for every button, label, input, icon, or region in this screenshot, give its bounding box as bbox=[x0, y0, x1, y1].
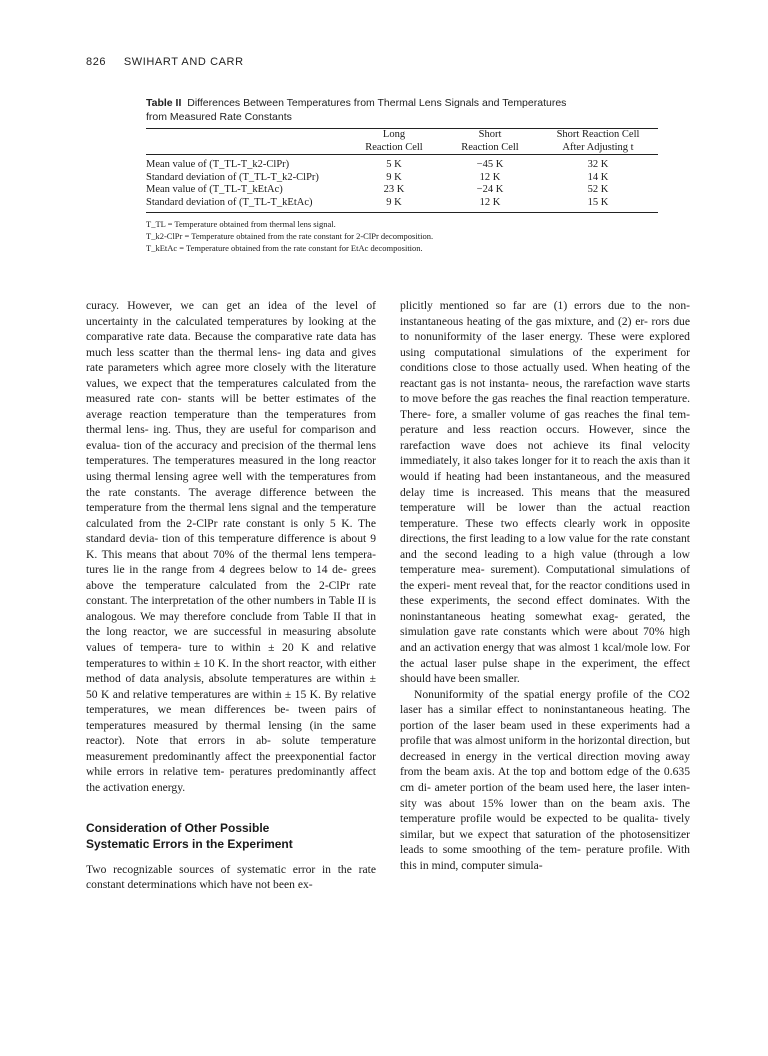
table-cell: 12 K bbox=[479, 171, 501, 183]
table-cell: 15 K bbox=[587, 196, 609, 208]
table-notes bbox=[146, 218, 658, 254]
table-cell: 52 K bbox=[587, 184, 609, 195]
column-header: Long Reaction Cell bbox=[365, 129, 423, 153]
table-bottom-rule bbox=[146, 212, 658, 213]
body-paragraph: curacy. However, we can get an idea of the level of uncertainty in the calculated temperatures by looking at the comparative rate data. Because the comparative rate data has much less scatter than the thermal lens- ing data and gives rate parameters which agree more closely with the literature values, we expect that the temperatures calculated from the measured rate con- stants will be better estimates of the average reaction temperature than the temperatures from thermal lens- ing. Thus, they are useful for comparison and evalua- tion of the accuracy and precision of the thermal lens temperatures. The temperatures measured in the long reactor using thermal lensing agree well with the temperatures from the rate constants. The average difference between the temperature from the thermal lens signal and the temperature calculated from the 2-ClPr rate constant is only 5 K. The standard devia- tion of this temperature difference is about 9 K. This means that about 70% of the thermal lens tempera- tures lie in the range from 4 degrees below to 14 de- grees above the temperature calculated from the 2-ClPr rate constant. The interpretation of the other numbers in Table II is analogous. We may therefore conclude from Table II that in the long reactor, we are successful in measuring absolute values of tempera- ture to within ± 20 K and relative temperatures to within ± 10 K. In the short reactor, with either method of data analysis, absolute temperatures are within ± 50 K and relative temperatures are within ± 15 K. By relative temperatures, we mean differences be- tween pairs of temperatures measured by thermal lensing (in the same reactor). Note that errors in ab- solute temperature measurement predominantly affect the preexponential factor while errors in relative tem- peratures predominantly affect the activation energy. bbox=[86, 299, 377, 794]
table-cell: 12 K bbox=[479, 196, 501, 208]
table-note: T_kEtAc = Temperature obtained from the rate constant for EtAc decomposition. bbox=[146, 243, 423, 253]
table-note: T_TL = Temperature obtained from thermal lens signal. bbox=[146, 219, 336, 229]
table-caption bbox=[146, 96, 658, 124]
section-heading: Consideration of Other Possible Systematic Errors in the Experiment bbox=[86, 820, 293, 851]
running-header bbox=[86, 56, 258, 68]
body-paragraph: Two recognizable sources of systematic error in the rate constant determinations which have not been ex- bbox=[86, 862, 376, 892]
table-cell: 23 K bbox=[383, 184, 405, 195]
running-title: SWIHART AND CARR bbox=[123, 56, 244, 68]
table-row bbox=[146, 172, 658, 185]
table-cell: 32 K bbox=[587, 159, 609, 170]
table-note: T_k2-ClPr = Temperature obtained from the rate constant for 2-ClPr decomposition. bbox=[146, 231, 434, 241]
table-caption-line1: Differences Between Temperatures from Thermal Lens Signals and Temperatures bbox=[187, 97, 567, 109]
page-number: 826 bbox=[86, 56, 107, 68]
table-cell: −45 K bbox=[476, 159, 504, 170]
table-cell: 9 K bbox=[386, 196, 402, 208]
table-body bbox=[146, 129, 658, 212]
table-row bbox=[146, 184, 658, 197]
row-label: Mean value of (T_TL-T_kEtAc) bbox=[146, 184, 283, 195]
row-label: Mean value of (T_TL-T_k2-ClPr) bbox=[146, 159, 290, 170]
row-label: Standard deviation of (T_TL-T_k2-ClPr) bbox=[146, 171, 319, 183]
table-cell: −24 K bbox=[476, 184, 504, 195]
table-cell: 5 K bbox=[386, 159, 402, 170]
table-cell: 14 K bbox=[587, 171, 609, 183]
column-header: Short Reaction Cell bbox=[461, 129, 519, 153]
table-cell: 9 K bbox=[386, 171, 402, 183]
table-label: Table II bbox=[146, 97, 182, 109]
table-row bbox=[146, 159, 658, 172]
table-header-row bbox=[146, 129, 658, 155]
table-ii bbox=[146, 96, 658, 254]
table-caption-line2: from Measured Rate Constants bbox=[146, 111, 292, 123]
body-paragraph: Nonuniformity of the spatial energy profile of the CO2 laser has a similar effect to noninstantaneous heating. The portion of the laser beam used in these experiments had a profile that was almost uniform in the horizontal direction, but decreased in energy in the vertical direction moving away from the beam axis. At the top and bottom edge of the 0.635 cm di- ameter portion of the beam used here, the laser inten- sity was about 15% lower than on the beam axis. The temperature profile would be expected to be qualita- tively similar, but we expect that saturation of the photosensitizer leads to some smoothing of the tem- perature profile. With this in mind, computer simula- bbox=[400, 687, 691, 872]
left-column bbox=[86, 298, 376, 893]
column-header: Short Reaction Cell After Adjusting t bbox=[556, 129, 640, 153]
table-row bbox=[146, 197, 658, 210]
right-column bbox=[400, 298, 690, 873]
row-label: Standard deviation of (T_TL-T_kEtAc) bbox=[146, 196, 313, 208]
body-paragraph: plicitly mentioned so far are (1) errors due to the non- instantaneous heating of the gas mixture, and (2) er- rors due to nonuniformity of the laser energy. These were explored using computational simulations of the experiment for conditions close to those actually used. When heating of the reactant gas is not instanta- neous, the rarefaction wave starts to move before the gas reaches the final reaction temperature. There- fore, a smaller volume of gas reaches the final tem- perature and less reaction occurs. However, since the rarefaction wave does not achieve its final velocity immediately, it also takes longer for it to reach the axis than it would if heating had been instantaneous, and the measured delay time is increased. This means that the measured temperature will be lower than the actual reaction temperature. These two effects clearly work in opposite directions, the first leading to a low value for the rate constant and the second leading to a high value (through a low temperature mea- surement). Computational simulations of the experi- ment reveal that, for the reactor conditions used in these experiments, the second effect dominates. With the noninstantaneous heating somewhat exag- gerated, the simulation gave rate constants which were about 70% high and an activation energy that was almost 1 kcal/mole low. For the actual laser pulse shape in the experiment, the effect should have been smaller. bbox=[400, 299, 691, 686]
